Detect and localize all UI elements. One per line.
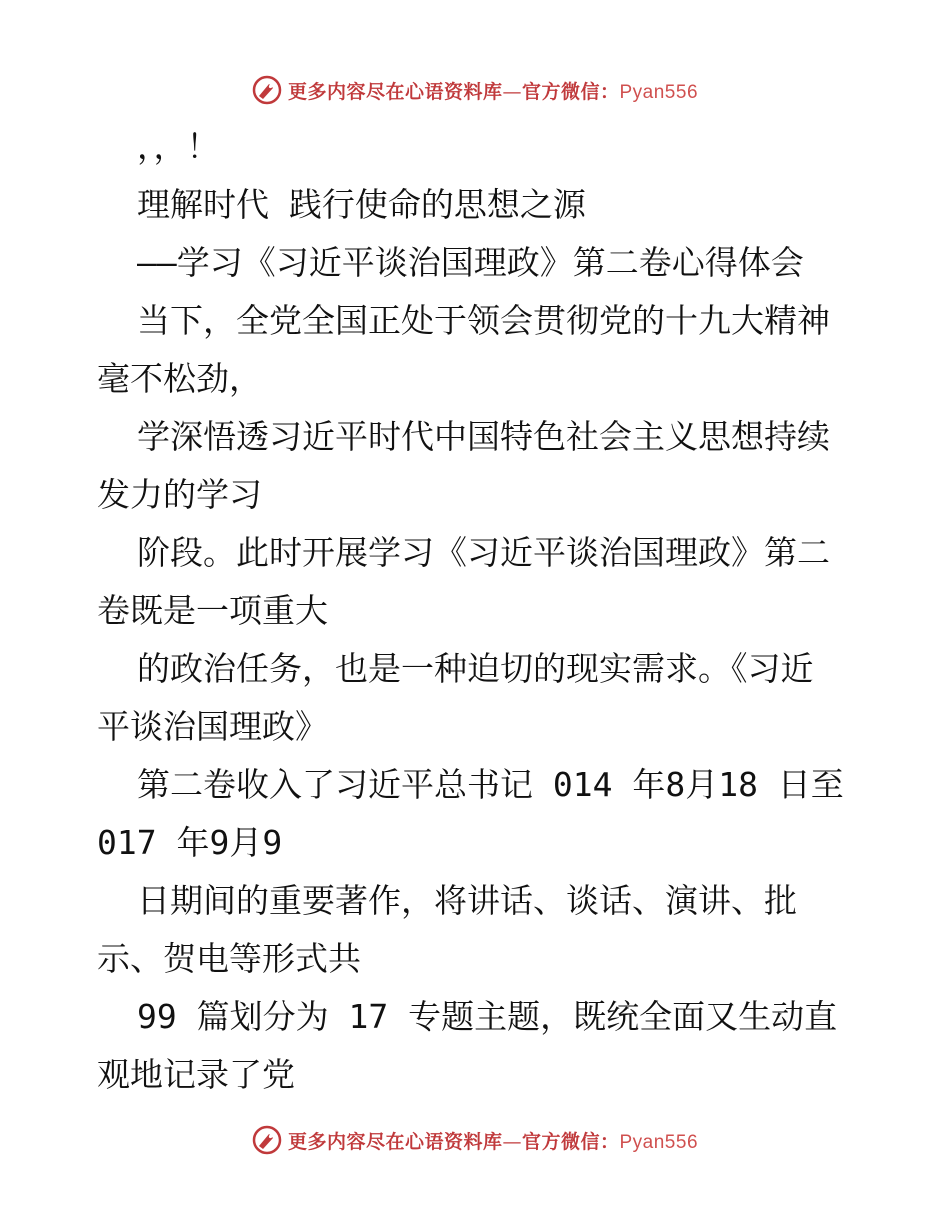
text-line: 示、贺电等形式共 bbox=[97, 939, 361, 978]
footer-watermark bbox=[0, 1120, 950, 1160]
watermark-wechat-id: Pyan556 bbox=[619, 1131, 699, 1153]
document-title: 理解时代 践行使命的思想之源 bbox=[137, 185, 586, 224]
text-line: 99 篇划分为 17 专题主题，既统全面又生动直 bbox=[137, 997, 838, 1036]
text-line: 卷既是一项重大 bbox=[97, 591, 328, 630]
watermark-wechat-id: Pyan556 bbox=[619, 81, 699, 103]
text-line: 平谈治国理政》 bbox=[97, 707, 328, 746]
text-line: 017 年9月9 bbox=[97, 823, 283, 862]
watermark-site-name: 更多内容尽在心语资料库 bbox=[287, 1130, 503, 1153]
text-line: 阶段。此时开展学习《习近平谈治国理政》第二 bbox=[137, 533, 830, 572]
watermark-separator: — bbox=[502, 80, 522, 103]
text-line: 毫不松劲， bbox=[97, 359, 262, 398]
document-body bbox=[97, 118, 877, 1104]
text-line: 的政治任务，也是一种迫切的现实需求。《习近 bbox=[137, 649, 814, 688]
watermark-site-name: 更多内容尽在心语资料库 bbox=[287, 80, 503, 103]
watermark-separator: — bbox=[502, 1130, 522, 1153]
text-line: 日期间的重要著作，将讲话、谈话、演讲、批 bbox=[137, 881, 797, 920]
watermark-text bbox=[288, 1127, 698, 1154]
watermark-wechat-label: 官方微信： bbox=[521, 80, 620, 103]
header-watermark bbox=[0, 70, 950, 110]
pen-nib-logo-icon bbox=[252, 1125, 282, 1155]
watermark-group bbox=[252, 1125, 698, 1155]
text-line: ，，！ bbox=[137, 127, 220, 166]
text-line: 学深悟透习近平时代中国特色社会主义思想持续 bbox=[137, 417, 830, 456]
text-line: 发力的学习 bbox=[97, 475, 262, 514]
text-line: 当下，全党全国正处于领会贯彻党的十九大精神 bbox=[137, 301, 830, 340]
pen-nib-logo-icon bbox=[252, 75, 282, 105]
text-line: 观地记录了党 bbox=[97, 1055, 295, 1094]
watermark-group bbox=[252, 75, 698, 105]
watermark-wechat-label: 官方微信： bbox=[521, 1130, 620, 1153]
watermark-text bbox=[288, 77, 698, 104]
document-subtitle: ——学习《习近平谈治国理政》第二卷心得体会 bbox=[137, 243, 804, 282]
text-line: 第二卷收入了习近平总书记 014 年8月18 日至 bbox=[137, 765, 844, 804]
